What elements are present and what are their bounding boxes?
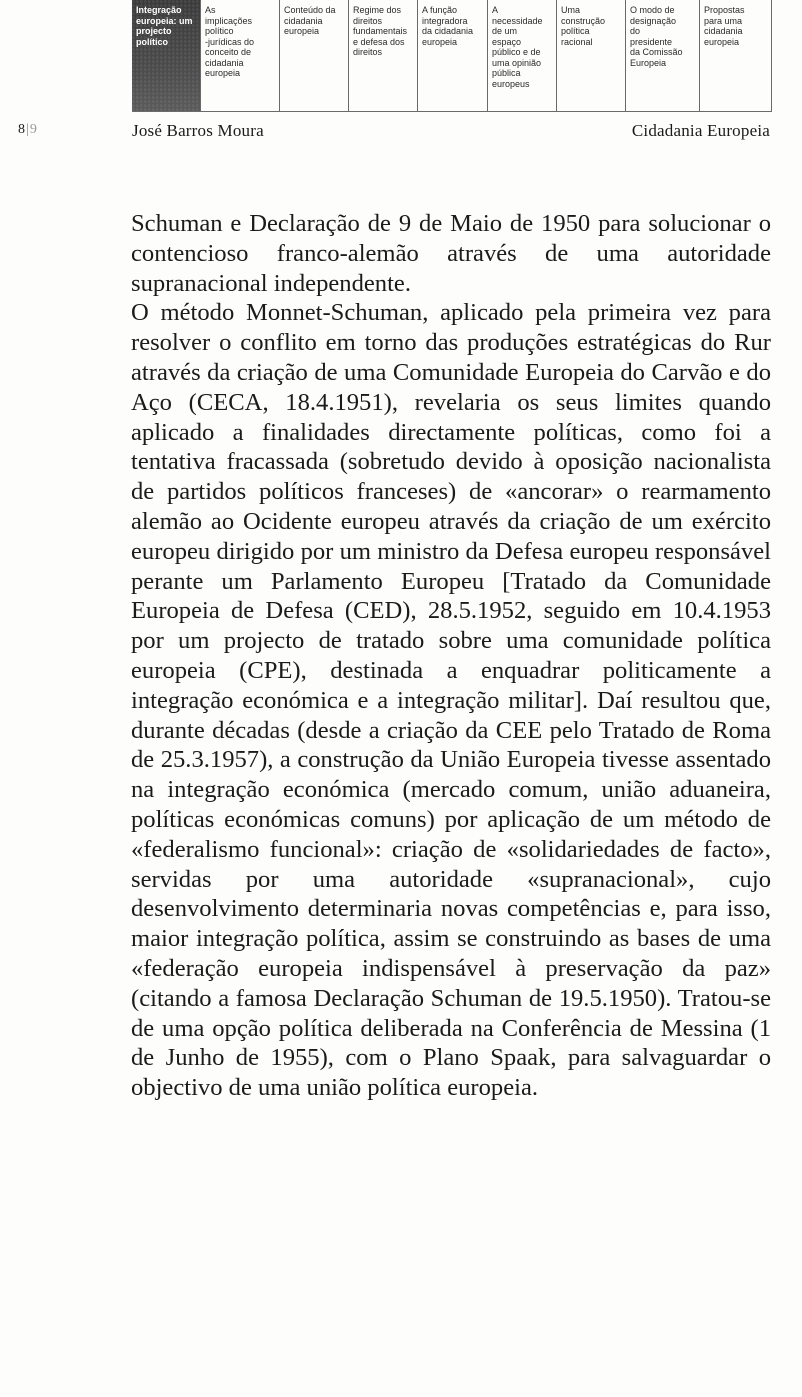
running-header (0, 120, 802, 144)
book-title: Cidadania Europeia (631, 121, 770, 140)
body-text (131, 209, 771, 1103)
paragraph-1: Schuman e Declaração de 9 de Maio de 1950 para solucionar o contencioso franco-alemão através de uma autoridade supranacional independente. (131, 210, 771, 297)
nav-cell-conteudo: Conteúdo da cidadania europeia (279, 0, 348, 111)
nav-cell-propostas: Propostas para uma cidadania europeia (699, 0, 772, 111)
nav-cell-funcao-integradora: A função integradora da cidadania europeia (417, 0, 487, 111)
chapter-nav-strip (132, 0, 772, 112)
nav-cell-espaco-publico: A necessidade de um espaço público e de uma opinião pública europeus (487, 0, 556, 111)
page-number (18, 122, 37, 138)
page-number-separator: | (26, 122, 29, 137)
nav-cell-construcao-politica: Uma construção política racional (556, 0, 625, 111)
page-number-current: 8 (18, 122, 25, 137)
paragraph-2: O método Monnet-Schuman, aplicado pela primeira vez para resolver o conflito em torno das produções estratégicas do Rur através da criação de uma Comunidade Europeia do Carvão e do Aço (CECA, 18.4.1951), revelaria os seus limites quando aplicado a finalidades directamente políticas, como foi a tentativa fracassada (sobretudo devido à oposição nacionalista de partidos políticos franceses) de «ancorar» o rearmamento alemão ao Ocidente europeu através da criação de um exército europeu dirigido por um ministro da Defesa europeu responsável perante um Parlamento Europeu [Tratado da Comunidade Europeia de Defesa (CED), 28.5.1952, seguido em 10.4.1953 por um projecto de tratado sobre uma comunidade política europeia (CPE), destinada a enquadrar politicamente a integração económica e a integração militar]. Daí resultou que, durante décadas (desde a criação da CEE pelo Tratado de Roma de 25.3.1957), a construção da União Europeia tivesse assentado na integração económica (mercado comum, união aduaneira, políticas económicas comuns) por aplicação de um método de «federalismo funcional»: criação de «solidariedades de facto», servidas por uma autoridade «supranacional», cujo desenvolvimento determinaria novas competências e, para isso, maior integração política, assim se construindo as bases de uma «federação europeia indispensável à preservação da paz» (citando a famosa Declaração Schuman de 19.5.1950). Tratou-se de uma opção política deliberada na Conferência de Messina (1 de Junho de 1955), com o Plano Spaak, para salvaguardar o objectivo de uma união política europeia. (131, 299, 771, 1102)
nav-cell-integracao-europeia: Integração europeia: um projecto político (132, 0, 200, 111)
author-name: José Barros Moura (132, 121, 264, 140)
nav-cell-implicacoes: As implicações político -jurídicas do conceito de cidadania europeia (200, 0, 279, 111)
nav-cell-regime-direitos: Regime dos direitos fundamentais e defesa dos direitos (348, 0, 417, 111)
page-number-next: 9 (29, 122, 37, 137)
nav-cell-designacao-presidente: O modo de designação do presidente da Comissão Europeia (625, 0, 699, 111)
